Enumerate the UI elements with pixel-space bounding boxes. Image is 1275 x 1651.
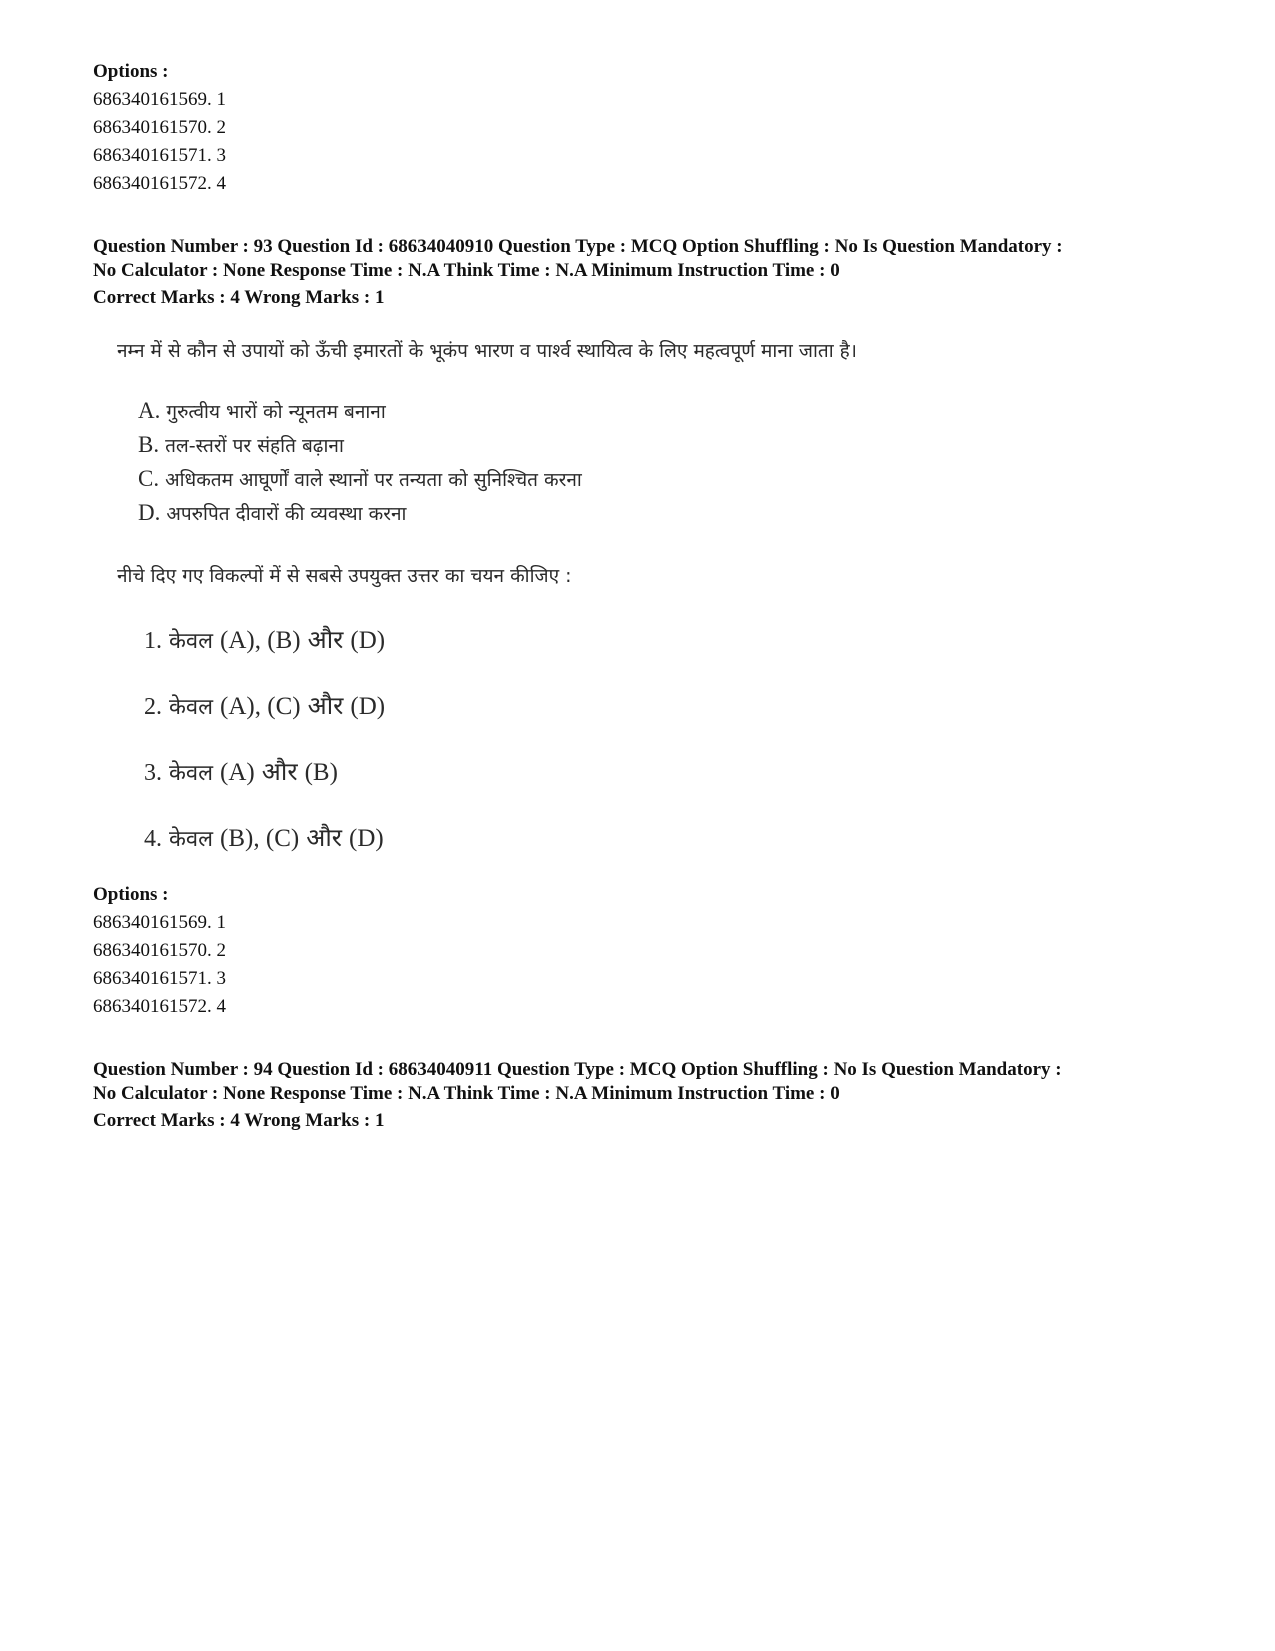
question-meta-line: No Calculator : None Response Time : N.A Think Time : N.A Minimum Instruction Time : 0 bbox=[93, 1083, 840, 1104]
question-marks: Correct Marks : 4 Wrong Marks : 1 bbox=[93, 1110, 385, 1131]
option-item: 686340161571. 3 bbox=[93, 145, 226, 166]
choice-first: (B), (C) bbox=[220, 825, 300, 852]
statement-label: D. bbox=[138, 500, 161, 525]
answer-choice bbox=[144, 820, 384, 854]
question-instruction: नीचे दिए गए विकल्पों में से सबसे उपयुक्त उत्तर का चयन कीजिए : bbox=[117, 565, 572, 587]
choice-aur: और bbox=[307, 691, 344, 720]
choice-last: (D) bbox=[349, 825, 384, 852]
statement-item bbox=[138, 432, 344, 458]
question-meta-line: Question Number : 94 Question Id : 68634040911 Question Type : MCQ Option Shuffling : No Is Question Mandatory : bbox=[93, 1059, 1062, 1080]
choice-aur: और bbox=[261, 757, 298, 786]
statement-text: गुरुत्वीय भारों को न्यूनतम बनाना bbox=[166, 401, 386, 423]
choice-last: (D) bbox=[350, 627, 386, 654]
options-heading: Options : bbox=[93, 61, 169, 82]
statement-item bbox=[138, 500, 406, 526]
choice-number: 3. bbox=[144, 760, 162, 786]
choice-first: (A) bbox=[220, 759, 255, 786]
option-item: 686340161572. 4 bbox=[93, 173, 226, 194]
statement-label: A. bbox=[138, 398, 161, 423]
answer-choice bbox=[144, 688, 385, 722]
choice-kewal: केवल bbox=[169, 629, 214, 654]
question-meta bbox=[93, 1058, 1203, 1106]
statement-text: तल-स्तरों पर संहति बढ़ाना bbox=[165, 435, 344, 457]
statement-item bbox=[138, 466, 582, 492]
option-item: 686340161571. 3 bbox=[93, 968, 226, 989]
choice-first: (A), (B) bbox=[220, 627, 301, 654]
choice-kewal: केवल bbox=[169, 761, 214, 786]
option-item: 686340161570. 2 bbox=[93, 940, 226, 961]
choice-aur: और bbox=[306, 823, 343, 852]
statement-label: C. bbox=[138, 466, 160, 491]
option-item: 686340161569. 1 bbox=[93, 912, 226, 933]
statement-item bbox=[138, 398, 386, 424]
question-stem: नम्न में से कौन से उपायों को ऊँची इमारतों के भूकंप भारण व पार्श्व स्थायित्व के लिए महत्वपूर्ण माना जाता है। bbox=[117, 340, 857, 362]
choice-number: 4. bbox=[144, 826, 162, 852]
choice-kewal: केवल bbox=[169, 695, 214, 720]
question-marks: Correct Marks : 4 Wrong Marks : 1 bbox=[93, 287, 385, 308]
question-meta-line: Question Number : 93 Question Id : 68634040910 Question Type : MCQ Option Shuffling : No Is Question Mandatory : bbox=[93, 236, 1063, 257]
choice-last: (D) bbox=[350, 693, 386, 720]
choice-number: 1. bbox=[144, 628, 162, 654]
answer-choice bbox=[144, 622, 385, 656]
choice-number: 2. bbox=[144, 694, 162, 720]
statement-text: अपरुपित दीवारों की व्यवस्था करना bbox=[166, 503, 407, 525]
question-meta-line: No Calculator : None Response Time : N.A Think Time : N.A Minimum Instruction Time : 0 bbox=[93, 260, 840, 281]
choice-kewal: केवल bbox=[169, 827, 214, 852]
answer-choice bbox=[144, 754, 338, 788]
choice-aur: और bbox=[307, 625, 344, 654]
statement-text: अधिकतम आघूर्णों वाले स्थानों पर तन्यता को सुनिश्चित करना bbox=[165, 469, 582, 491]
choice-first: (A), (C) bbox=[220, 693, 301, 720]
statement-label: B. bbox=[138, 432, 160, 457]
option-item: 686340161569. 1 bbox=[93, 89, 226, 110]
options-heading: Options : bbox=[93, 884, 169, 905]
question-meta bbox=[93, 235, 1203, 283]
option-item: 686340161570. 2 bbox=[93, 117, 226, 138]
option-item: 686340161572. 4 bbox=[93, 996, 226, 1017]
choice-last: (B) bbox=[304, 759, 338, 786]
